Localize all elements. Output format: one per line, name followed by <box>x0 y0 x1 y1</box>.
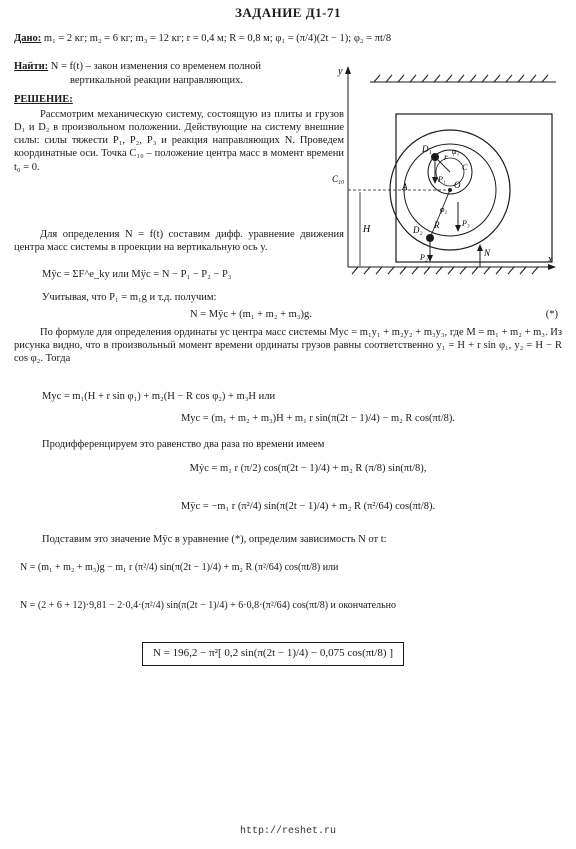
radius-r-label: r <box>444 152 448 162</box>
solution-label: РЕШЕНИЕ: <box>14 94 73 105</box>
angle-phi1-label: φ₁ <box>452 147 460 156</box>
equation-acceleration: Mÿc = −m₁ r (π²/4) sin(π(2t − 1)/4) + m₂ R (π²/64) cos(πt/8). <box>180 501 436 512</box>
force-p1-label: P₁ <box>438 175 446 184</box>
point-c-label: C <box>462 163 468 172</box>
equation-reaction-general: N = (m₁ + m₂ + m₃)g − m₁ r (π²/4) sin(π(2t − 1)/4) + m₂ R (π²/64) cos(πt/8) или <box>20 562 339 573</box>
given-text: m₁ = 2 кг; m₂ = 6 кг; m₃ = 12 кг; r = 0,4 м; R = 0,8 м; φ₁ = (π/4)(2t − 1); φ₂ = πt/8 <box>43 33 392 44</box>
c10-label: C₁₀ <box>332 174 345 184</box>
reaction-n-arrow <box>477 244 483 251</box>
radius-R-label: R <box>434 220 440 230</box>
force-p3-label: P₃ <box>462 219 470 228</box>
force-p3-arrow <box>455 225 461 232</box>
paragraph-system: Рассмотрим механическую систему, состоящую из плиты и грузов D₁ и D₂ в произвольном положении. Действующие на систему внешние силы: силы тяжести P₁, P₂, P₃ и реакция направляющих N. Проведем координатные оси. Точка C₁₀ – положение центра масс в момент времени t₀ = 0. <box>14 109 344 173</box>
find-label: Найти: <box>14 61 49 72</box>
equation-center-mass-expanded: Myc = (m₁ + m₂ + m₃)H + m₁ r sin(π(2t − 1)/4) − m₂ R cos(πt/8). <box>180 413 456 424</box>
answer-formula: N = 196,2 − π²[ 0,2 sin(π(2t − 1)/4) − 0,075 cos(πt/8) ] <box>153 647 393 659</box>
load-d1 <box>431 153 439 161</box>
force-p2-arrow <box>427 255 433 262</box>
y-axis-arrow <box>345 66 351 74</box>
load-d1-label: D₁ <box>422 144 432 154</box>
y-axis-label: y <box>338 66 343 77</box>
reaction-n-label: N <box>484 248 491 258</box>
equation-reaction: N = Mÿc + (m₁ + m₂ + m₃)g. <box>190 309 312 320</box>
paragraph-substitute: Подставим это значение Mÿc в уравнение (*), определим зависимость N от t: <box>42 534 387 545</box>
equation-newton: Mÿc = ΣF^e_ky или Mÿc = N − P₁ − P₂ − P₃ <box>42 269 232 280</box>
find-text-1: N = f(t) – закон изменения со временем полной <box>50 61 261 72</box>
center-label: O <box>454 180 461 190</box>
point-a-label: A <box>402 182 408 192</box>
radius-R-line <box>430 190 450 238</box>
mechanism-figure <box>330 62 562 280</box>
load-d2-label: D₂ <box>413 225 423 235</box>
floor-hatch <box>348 267 552 274</box>
find-text-2: вертикальной реакции направляющих. <box>70 75 243 86</box>
paragraph-weights: Учитывая, что P₁ = m₁g и т.д. получим: <box>42 292 217 303</box>
equation-reaction-numeric: N = (2 + 6 + 12)·9,81 − 2·0,4·(π²/4) sin(π(2t − 1)/4) + 6·0,8·(π²/64) cos(πt/8) и окончательно <box>20 600 397 611</box>
angle-phi2-label: φ₂ <box>440 205 448 214</box>
h-label: H <box>363 224 371 235</box>
equation-center-mass: Myc = m₁(H + r sin φ₁) + m₂(H − R cos φ₂) + m₃H или <box>42 391 276 402</box>
find-line <box>14 60 261 73</box>
equation-number: (*) <box>545 309 558 320</box>
paragraph-differentiate: Продифференцируем это равенство два раза по времени имеем <box>42 439 325 450</box>
plate-frame <box>396 114 552 262</box>
ceiling-hatch <box>370 75 556 82</box>
footer-url: http://reshet.ru <box>239 826 336 837</box>
force-p2-label: P₂ <box>420 253 428 262</box>
equation-velocity: Mẏc = m₁ r (π/2) cos(π(2t − 1)/4) + m₂ R (π/8) sin(πt/8), <box>189 463 427 474</box>
answer-box <box>142 642 404 666</box>
given-line <box>14 32 391 45</box>
paragraph-ordinate: По формуле для определения ординаты yc центра масс системы Myc = m₁y₁ + m₂y₂ + m₃y₃, где M = m₁ + m₂ + m₃. Из рисунка видно, что в произвольный момент времени ординаты грузов равны соответственно y₁ = H + r sin φ₁, y₂ = H − R cos φ₂. Тогда <box>14 327 562 365</box>
paragraph-diffeq: Для определения N = f(t) составим дифф. уравнение движения центра масс системы в проекции на вертикальную ось y. <box>14 229 344 254</box>
x-axis-label: x <box>548 254 553 265</box>
load-d2 <box>426 234 434 242</box>
page-title: ЗАДАНИЕ Д1-71 <box>235 5 341 20</box>
given-label: Дано: <box>14 33 42 44</box>
